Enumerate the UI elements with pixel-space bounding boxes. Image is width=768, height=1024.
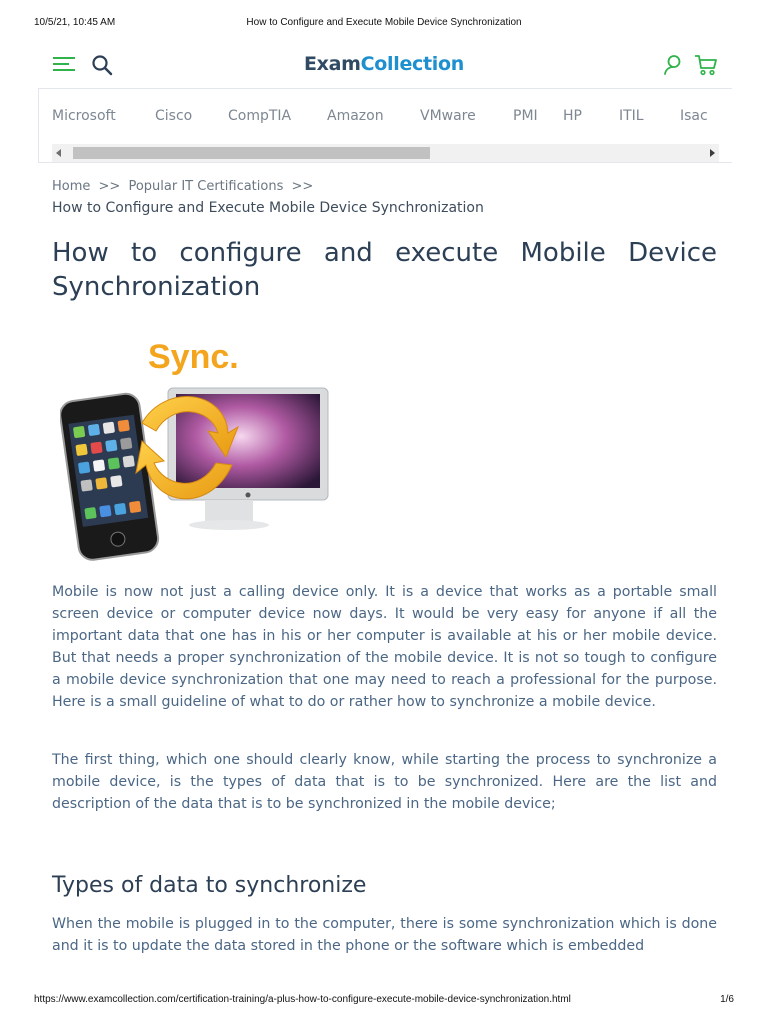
vendor-link-comptia[interactable]: CompTIA xyxy=(228,108,292,124)
vendor-link-vmware[interactable]: VMware xyxy=(420,108,476,124)
site-logo[interactable] xyxy=(36,53,732,75)
sync-illustration xyxy=(60,335,332,575)
scroll-left-arrow-icon[interactable] xyxy=(56,149,61,157)
page-title xyxy=(52,236,717,304)
user-icon[interactable] xyxy=(663,54,683,76)
breadcrumb xyxy=(52,179,317,194)
article-paragraph-2: The first thing, which one should clearly know, while starting the process to synchronize a mobile device, is the types of data that is to be synchronized. Here are the list and description of the data that is to be synchronized in the mobile device; xyxy=(52,752,717,812)
breadcrumb-separator: >> xyxy=(291,179,314,194)
breadcrumb-home[interactable]: Home xyxy=(52,179,91,194)
breadcrumb-popular-certifications[interactable]: Popular IT Certifications xyxy=(128,179,284,194)
vendor-nav xyxy=(38,88,732,163)
print-url: https://www.examcollection.com/certification-training/a-plus-how-to-configure-execute-mobile-device-synchronization.html xyxy=(34,994,571,1005)
vendor-link-hp[interactable]: HP xyxy=(563,108,582,124)
scroll-right-arrow-icon[interactable] xyxy=(710,149,715,157)
vendor-list xyxy=(52,108,708,124)
page-title-line-1: How to configure and execute Mobile Device xyxy=(52,238,717,268)
vendor-link-isaca[interactable]: Isac xyxy=(680,108,708,124)
vendor-link-itil[interactable]: ITIL xyxy=(619,108,644,124)
scrollbar-thumb[interactable] xyxy=(73,147,430,159)
breadcrumb-separator: >> xyxy=(98,179,121,194)
vendor-link-cisco[interactable]: Cisco xyxy=(155,108,193,124)
section-heading: Types of data to synchronize xyxy=(52,873,367,898)
vendor-link-microsoft[interactable]: Microsoft xyxy=(52,108,116,124)
sync-caption: Sync. xyxy=(148,338,239,376)
breadcrumb-current: How to Configure and Execute Mobile Device Synchronization xyxy=(52,200,484,216)
cart-icon[interactable] xyxy=(694,54,718,76)
logo-part-exam: Exam xyxy=(303,53,361,75)
print-datetime: 10/5/21, 10:45 AM xyxy=(34,17,116,28)
article-paragraph-1: Mobile is now not just a calling device only. It is a device that works as a portable small screen device or computer device now days. It would be very easy for anyone if all the important data that one has in his or her computer is available at his or her mobile device. But that needs a proper synchronization of the mobile device. It is not so tough to configure a mobile device synchronization that one may need to reach a professional for the purpose. Here is a small guideline of what to do or rather how to synchronize a mobile device. xyxy=(52,584,717,710)
page-title-line-2: Synchronization xyxy=(52,272,261,302)
site-header xyxy=(36,44,732,86)
vendor-link-amazon[interactable]: Amazon xyxy=(327,108,384,124)
logo-part-collection: Collection xyxy=(360,53,464,75)
vendor-scrollbar[interactable] xyxy=(52,144,719,162)
article-paragraph-3: When the mobile is plugged in to the computer, there is some synchronization which is done and it is to update the data stored in the phone or the software which is embedded xyxy=(52,916,717,954)
vendor-link-pmi[interactable]: PMI xyxy=(513,108,538,124)
print-doc-title: How to Configure and Execute Mobile Device Synchronization xyxy=(246,17,522,28)
print-page-number: 1/6 xyxy=(720,994,734,1005)
